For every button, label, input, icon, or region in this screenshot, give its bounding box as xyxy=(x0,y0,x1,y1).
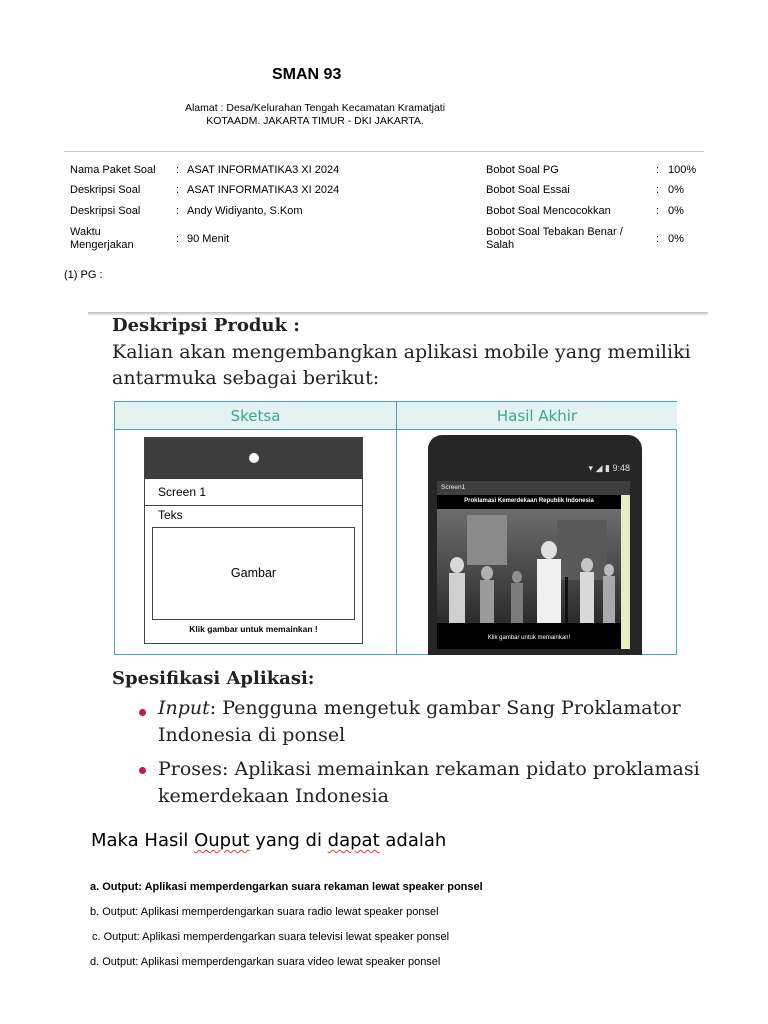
meta-value: 0% xyxy=(668,184,684,196)
meta-value: Andy Widiyanto, S.Kom xyxy=(187,205,303,217)
meta-value: 0% xyxy=(668,205,684,217)
meta-separator: : xyxy=(656,233,660,245)
meta-label: Deskripsi Soal xyxy=(70,205,141,217)
bullet-dot-icon xyxy=(139,709,146,716)
phone-time: 9:48 xyxy=(612,463,630,473)
phone-caption: Klik gambar untuk memainkan! xyxy=(487,635,571,641)
phone-heading: Proklamasi Kemerdekaan Republik Indonesia xyxy=(464,498,594,504)
school-address xyxy=(150,102,480,128)
meta-label: Waktu Mengerjakan xyxy=(70,226,134,251)
sketch-status-bar xyxy=(145,438,362,479)
input-description: : Pengguna mengetuk gambar Sang Proklamator Indonesia di ponsel xyxy=(158,697,681,746)
meta-separator: : xyxy=(176,205,180,217)
prompt-part: adalah xyxy=(379,830,447,851)
meta-label: Deskripsi Soal xyxy=(70,184,141,196)
meta-separator: : xyxy=(176,184,180,196)
question-number: (1) PG : xyxy=(64,269,103,281)
answer-option-a[interactable]: a. Output: Aplikasi memperdengarkan suara rekaman lewat speaker ponsel xyxy=(90,881,483,893)
wifi-icon: ▾ xyxy=(588,463,594,473)
camera-dot-icon xyxy=(249,453,259,463)
meta-value: ASAT INFORMATIKA3 XI 2024 xyxy=(187,164,340,176)
signal-icon: ◢ xyxy=(595,463,603,473)
bullet-dot-icon xyxy=(139,767,146,774)
answer-option-b[interactable]: b. Output: Aplikasi memperdengarkan suara radio lewat speaker ponsel xyxy=(90,906,439,918)
question-prompt xyxy=(91,830,446,851)
meta-label: Nama Paket Soal xyxy=(70,164,156,176)
product-heading: Deskripsi Produk : xyxy=(112,315,300,336)
meta-label: Bobot Soal Tebakan Benar / Salah xyxy=(486,226,623,251)
col-header-result: Hasil Akhir xyxy=(397,402,677,430)
answer-option-d[interactable]: d. Output: Aplikasi memperdengarkan suara video lewat speaker ponsel xyxy=(90,956,441,968)
battery-icon: ▮ xyxy=(605,463,610,473)
col-header-sketch: Sketsa xyxy=(115,402,396,430)
sketch-text-label: Teks xyxy=(158,508,183,522)
prompt-part: yang di xyxy=(249,830,328,851)
spec-bullet-input xyxy=(158,695,708,749)
phone-screen xyxy=(437,481,630,649)
spec-bullet-process: Proses: Aplikasi memainkan rekaman pidato proklamasi kemerdekaan Indonesia xyxy=(158,758,700,807)
meta-value: 90 Menit xyxy=(187,233,230,245)
phone-screen-title: Screen1 xyxy=(437,481,630,495)
question-image xyxy=(88,312,708,814)
meta-separator: : xyxy=(176,233,180,245)
school-name: SMAN 93 xyxy=(272,66,342,83)
input-term: Input xyxy=(158,697,210,719)
meta-separator: : xyxy=(656,205,660,217)
address-line-1: Alamat : Desa/Kelurahan Tengah Kecamatan Kramatjati xyxy=(184,102,446,114)
phone-side-strip xyxy=(621,495,630,649)
sketch-screen-row: Screen 1 xyxy=(145,479,362,506)
proclamation-photo xyxy=(437,495,621,649)
meta-label: Bobot Soal Mencocokkan xyxy=(486,205,611,217)
product-intro: Kalian akan mengembangkan aplikasi mobile yang memiliki antarmuka sebagai berikut: xyxy=(112,341,691,389)
meta-separator: : xyxy=(176,164,180,176)
sketch-wireframe xyxy=(144,437,363,644)
sketch-caption: Klik gambar untuk memainkan ! xyxy=(189,624,318,634)
prompt-misspelled-word: dapat xyxy=(327,830,380,851)
meta-value: ASAT INFORMATIKA3 XI 2024 xyxy=(187,184,340,196)
meta-value: 100% xyxy=(668,164,697,176)
meta-separator: : xyxy=(656,164,660,176)
phone-mockup xyxy=(428,435,642,655)
meta-label: Bobot Soal Essai xyxy=(486,184,570,196)
sketch-image-box: Gambar xyxy=(152,527,355,620)
column-divider xyxy=(396,402,397,654)
meta-label: Bobot Soal PG xyxy=(486,164,559,176)
address-line-2: KOTAADM. JAKARTA TIMUR - DKI JAKARTA. xyxy=(206,115,424,127)
meta-value: 0% xyxy=(668,233,684,245)
prompt-part: Maka Hasil xyxy=(91,830,195,851)
phone-content xyxy=(437,495,621,649)
phone-status-bar xyxy=(589,463,630,474)
prompt-misspelled-word: Ouput xyxy=(194,830,250,851)
header-divider xyxy=(64,151,704,152)
answer-option-c[interactable]: c. Output: Aplikasi memperdengarkan suara televisi lewat speaker ponsel xyxy=(92,931,450,943)
spec-heading: Spesifikasi Aplikasi: xyxy=(112,668,315,689)
meta-separator: : xyxy=(656,184,660,196)
